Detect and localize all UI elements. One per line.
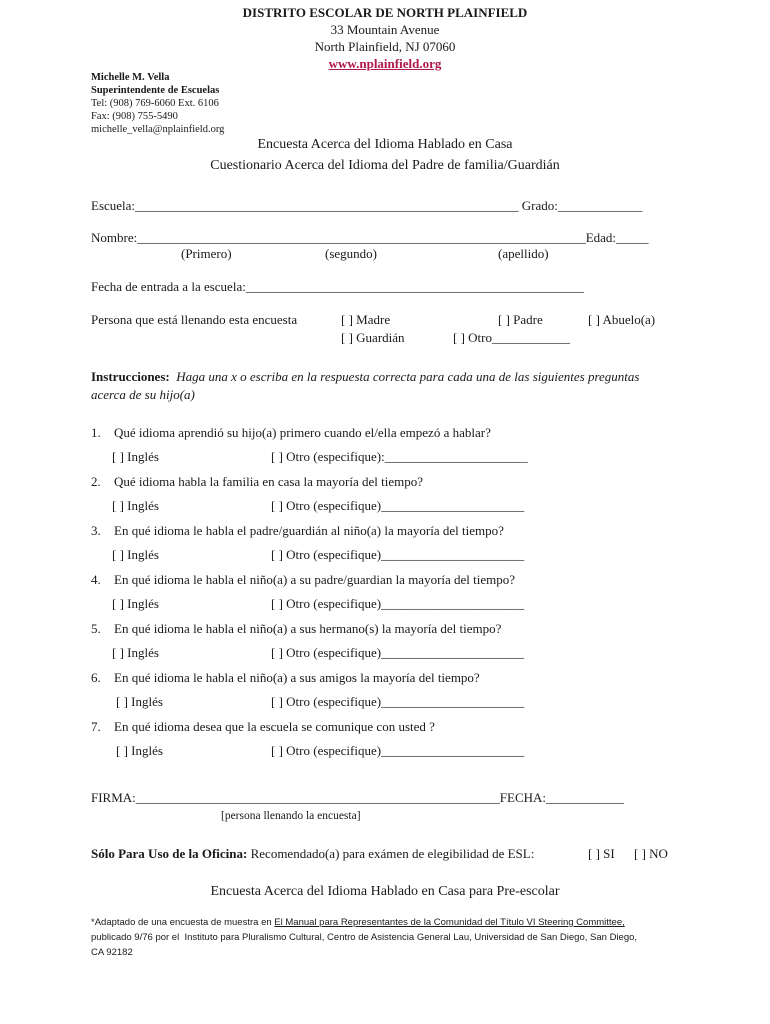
first-name-label: (Primero) <box>181 246 232 261</box>
second-name-label: (segundo) <box>325 246 377 261</box>
instructions-line-2: acerca de su hijo(a) <box>91 387 195 402</box>
esl-no-checkbox[interactable]: [ ] NO <box>634 846 668 861</box>
question-text: En qué idioma le habla el padre/guardián al niño(a) la mayoría del tiempo? <box>114 523 504 538</box>
name-age-field[interactable]: Nombre:_____________________________________________________________________Edad:_____ <box>91 230 649 245</box>
other-language-field[interactable]: [ ] Otro (especifique)______________________ <box>271 547 525 562</box>
question-text: En qué idioma desea que la escuela se comunique con usted ? <box>114 719 435 734</box>
question-number: 1. <box>91 425 101 440</box>
english-checkbox[interactable]: [ ] Inglés <box>112 547 159 562</box>
question-text: En qué idioma le habla el niño(a) a sus amigos la mayoría del tiempo? <box>114 670 480 685</box>
district-name: DISTRITO ESCOLAR DE NORTH PLAINFIELD <box>242 5 528 20</box>
other-language-field[interactable]: [ ] Otro (especifique)______________________ <box>271 498 525 513</box>
signature-note: [persona llenando la encuesta] <box>221 810 361 822</box>
entry-date-field[interactable]: Fecha de entrada a la escuela:____________________________________________________ <box>91 279 584 294</box>
question-number: 7. <box>91 719 101 734</box>
instructions-label: Instrucciones: <box>91 369 170 384</box>
question-text: Qué idioma habla la familia en casa la mayoría del tiempo? <box>114 474 423 489</box>
contact-email: michelle_vella@nplainfield.org <box>91 124 225 135</box>
footnote-prefix: *Adaptado de una encuesta de muestra en <box>91 917 275 928</box>
instructions-line-1 <box>91 369 639 385</box>
question-text: En qué idioma le habla el niño(a) a su padre/guardian la mayoría del tiempo? <box>114 572 516 587</box>
question-number: 2. <box>91 474 101 489</box>
other-language-field[interactable]: [ ] Otro (especifique)______________________ <box>271 645 525 660</box>
english-checkbox[interactable]: [ ] Inglés <box>116 743 163 758</box>
english-checkbox[interactable]: [ ] Inglés <box>112 498 159 513</box>
question-number: 6. <box>91 670 101 685</box>
other-language-field[interactable]: [ ] Otro (especifique)______________________ <box>271 694 525 709</box>
question-text: Qué idioma aprendió su hijo(a) primero cuando el/ella empezó a hablar? <box>114 425 491 440</box>
contact-fax: Fax: (908) 755-5490 <box>91 111 178 122</box>
footnote-manual: El Manual para Representantes de la Comunidad del Título VI Steering Committee, <box>274 917 625 928</box>
person-filling-label: Persona que está llenando esta encuesta <box>91 312 298 327</box>
survey-title: Encuesta Acerca del Idioma Hablado en Casa <box>257 137 513 152</box>
contact-tel: Tel: (908) 769-6060 Ext. 6106 <box>91 98 219 109</box>
other-language-field[interactable]: [ ] Otro (especifique)______________________ <box>271 596 525 611</box>
footnote-line-2: publicado 9/76 por el Instituto para Pluralismo Cultural, Centro de Asistencia General Lau, Universidad de San Diego, San Diego, <box>91 932 638 943</box>
grandparent-checkbox[interactable]: [ ] Abuelo(a) <box>588 312 656 327</box>
mother-checkbox[interactable]: [ ] Madre <box>341 312 391 327</box>
signature-date-field[interactable]: FIRMA:________________________________________________________FECHA:____________ <box>91 790 625 805</box>
guardian-checkbox[interactable]: [ ] Guardián <box>341 330 405 345</box>
father-checkbox[interactable]: [ ] Padre <box>498 312 543 327</box>
address-line-1: 33 Mountain Avenue <box>330 22 440 37</box>
footnote-line-1 <box>91 915 625 930</box>
office-use-line <box>91 846 534 862</box>
office-use-text: Recomendado(a) para exámen de elegibilidad de ESL: <box>250 846 535 861</box>
esl-yes-checkbox[interactable]: [ ] SI <box>588 846 615 861</box>
footnote-line-3: CA 92182 <box>91 947 133 958</box>
instructions-text: Haga una x o escriba en la respuesta correcta para cada una de las siguientes preguntas <box>176 369 640 384</box>
question-number: 4. <box>91 572 101 587</box>
question-text: En qué idioma le habla el niño(a) a sus hermano(s) la mayoría del tiempo? <box>114 621 502 636</box>
preschool-survey-title: Encuesta Acerca del Idioma Hablado en Casa para Pre-escolar <box>210 884 560 899</box>
english-checkbox[interactable]: [ ] Inglés <box>112 596 159 611</box>
survey-subtitle: Cuestionario Acerca del Idioma del Padre de familia/Guardián <box>210 158 560 173</box>
english-checkbox[interactable]: [ ] Inglés <box>112 449 159 464</box>
last-name-label: (apellido) <box>498 246 549 261</box>
office-use-label: Sólo Para Uso de la Oficina: <box>91 846 248 861</box>
address-line-2: North Plainfield, NJ 07060 <box>314 39 456 54</box>
superintendent-title: Superintendente de Escuelas <box>91 85 220 96</box>
english-checkbox[interactable]: [ ] Inglés <box>112 645 159 660</box>
other-language-field[interactable]: [ ] Otro (especifique):______________________ <box>271 449 528 464</box>
school-grade-field[interactable]: Escuela:___________________________________________________________ Grado:_____________ <box>91 198 643 213</box>
other-language-field[interactable]: [ ] Otro (especifique)______________________ <box>271 743 525 758</box>
website-link[interactable]: www.nplainfield.org <box>328 56 442 71</box>
english-checkbox[interactable]: [ ] Inglés <box>116 694 163 709</box>
other-checkbox[interactable]: [ ] Otro____________ <box>453 330 570 345</box>
superintendent-name: Michelle M. Vella <box>91 72 170 83</box>
question-number: 5. <box>91 621 101 636</box>
question-number: 3. <box>91 523 101 538</box>
